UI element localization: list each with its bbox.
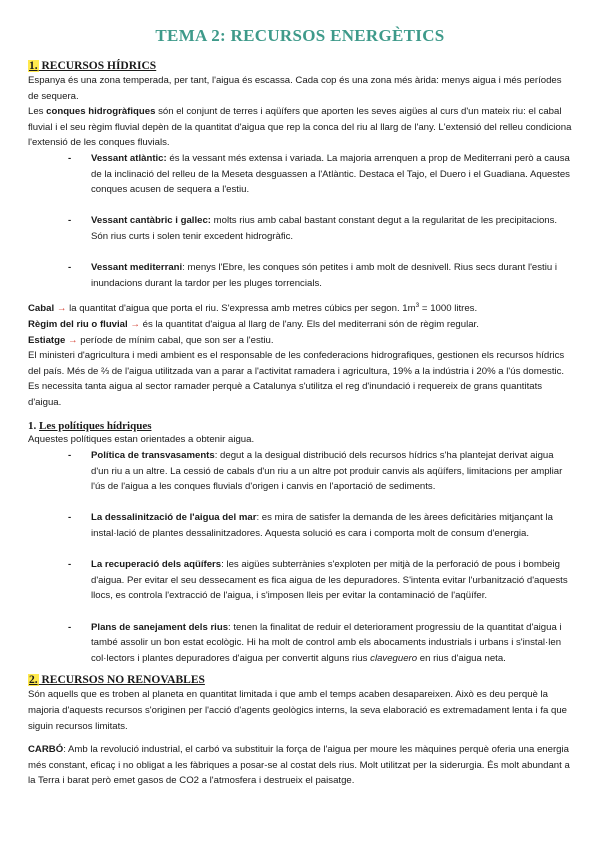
text-run: : Amb la revolució industrial, el carbó va substituir la força de l'aigua per moure les màquines perquè oferia una energia més constant, eficaç i no obligat a les fàbriques a posar-se al costat dels rius. Molt utilitzat per la siderurgia. És molt abundant a la Terra i barat però emet gasos de CO2 a l'atmosfera i destrueix el paisatge.	[28, 744, 570, 787]
vessants-list	[28, 151, 572, 291]
paragraph-intro: Espanya és una zona temperada, per tant, l'aigua és escassa. Cada cop és una zona més àrida: menys aigua i més períodes de sequera.	[28, 75, 562, 102]
text-run: : menys l'Ebre, les conques són petites i amb molt de desnivell. Rius secs durant l'estiu i inundacions durant la tardor per les pluges torrencials.	[91, 262, 557, 289]
text-run: molts rius amb cabal bastant constant degut a la regularitat de les precipitacions. Són rius curts i solen tenir excedent hidrogràfic.	[91, 215, 558, 242]
definition-regim	[28, 317, 572, 333]
arrow-icon: →	[130, 318, 140, 330]
page-title: TEMA 2: RECURSOS ENERGÈTICS	[155, 26, 445, 45]
section-number: 2.	[29, 674, 38, 687]
definition-cabal	[28, 301, 572, 317]
italic-term: claveguero	[370, 652, 418, 664]
subsection-heading-politiques	[28, 420, 572, 432]
term-estiatge: Estiatge	[28, 334, 66, 346]
term: Vessant mediterrani	[91, 262, 183, 274]
term: Vessant atlàntic:	[91, 152, 167, 164]
arrow-icon: →	[68, 334, 78, 346]
text-run: són el conjunt de terres i aqüífers que aporten les seves aigües al curs d'un mateix riu: el cabal fluvial i el seu règim fluvial depèn de la quantitat d'aigua que rep la conca del riu al llarg de l'any. L'extensió del relleu condiciona l'extensió de les conques fluvials.	[28, 106, 572, 149]
term-cabal: Cabal	[28, 303, 55, 315]
text-run: : tenen la finalitat de reduir el deteriorament progressiu de la quantitat d'aigua i també assolir un bon estat ecològic. Hi ha molt de control amb els abocaments industrials i urbans i s'instal·len col·lectors i plantes depuradores d'aigua per convertit alguns rius	[91, 621, 562, 664]
term-carbo: CARBÓ	[28, 744, 64, 756]
text-run: és la quantitat d'aigua al llarg de l'any. Els del mediterrani són de règim regular.	[139, 318, 479, 330]
section-heading-recursos-hidrics	[28, 60, 572, 72]
text-run: : es mira de satisfer la demanda de les àrees deficitàries mitjançant la instal·lació de plantes dessalinitzadores. Aquesta solució es cara i comporta molt de consum d'energia.	[91, 512, 553, 540]
politiques-list	[28, 448, 572, 666]
list-item-vessant-cantabric	[28, 213, 572, 244]
paragraph-no-renovables: Són aquells que es troben al planeta en quantitat limitada i que amb el temps acaben desapareixen. Això es deu perquè la majoria d'aquests recursos s'originen per l'acció d'agents geològics interns, la seva elaboració es extremadament lenta i fa que siguin recursos limitats.	[28, 689, 568, 732]
paragraph-ministeri: El ministeri d'agricultura i medi ambient es el responsable de les confederacions hidrografiques, gestionen els recursos hídrics del país. Més de ⅔ de l'aigua utilitzada van a parar a l'activitat ramadera i agricultura, 19% a la indústria i 20% a l'ús domestic. Es necessita tanta aigua al sector ramader perquè a Catalunya s'utilitza el reg d'inundació i requereix de grans quantitats d'aigua.	[28, 350, 565, 408]
definition-estiatge	[28, 333, 572, 349]
section-title: RECURSOS NO RENOVABLES	[41, 674, 205, 687]
list-item-transvasaments	[28, 448, 572, 495]
paragraph-conques	[28, 104, 572, 151]
subsection-title: Les polítiques hídriques	[39, 420, 152, 433]
subsection-number: 1.	[28, 420, 37, 433]
paragraph-politiques-intro: Aquestes polítiques estan orientades a obtenir aigua.	[28, 434, 255, 446]
paragraph-carbo	[28, 742, 572, 789]
term: La recuperació dels aqüífers	[91, 559, 222, 571]
text-run: : degut a la desigual distribució dels recursos hídrics s'ha plantejat derivat aigua d'un riu a un altre. La cessió de cabals d'un riu a un altre pot produir canvis als aqüífers, limitacions per ampliar l'ús de l'aigua a les conques fluvials d'origen i canvis en l'aportació de sediments.	[91, 450, 563, 493]
superscript: 3	[415, 302, 420, 310]
text-run: : les aigües subterrànies s'exploten per mitjà de la perforació de pous i bombeig d'aigua. Per evitar el seu dessecament es fica aigua de les depuradores. S'intenta evitar l'urbanització d'aquests llocs, es controla l'extracció de l'aigua, i s'imposen lleis per evitar la contaminació de l'aqüífer.	[91, 559, 568, 602]
list-item-vessant-mediterrani	[28, 260, 572, 291]
arrow-icon: →	[56, 303, 67, 315]
term: Vessant cantàbric i gallec:	[91, 215, 211, 227]
text-run: Les	[28, 106, 47, 118]
text-run: la quantitat d'aigua que porta el riu. S'expressa amb metres cúbics per segon. 1m	[66, 303, 416, 315]
section-number: 1.	[29, 60, 38, 72]
term: Plans de sanejament dels rius	[91, 621, 229, 633]
text-run: és la vessant més extensa i variada. La majoria arrenquen a prop de Mediterrani però a causa de la inclinació del relleu de la Meseta desguassen a l'Atlàntic. Destaca el Tajo, el Duero i el Guadiana. Aquestes conques acusen de sequera a l'estiu.	[91, 152, 570, 196]
list-item-vessant-atlantic	[28, 151, 572, 198]
term-regim: Règim del riu o fluvial	[28, 318, 128, 330]
list-item-dessalinitzacio	[28, 510, 572, 541]
text-run: = 1000 litres.	[419, 303, 478, 315]
text-run: període de mínim cabal, que son ser a l'estiu.	[77, 334, 274, 346]
list-item-aqueifers	[28, 557, 572, 604]
term: La dessalinització de l'aigua del mar	[91, 512, 257, 524]
term: Política de transvasaments	[91, 450, 215, 462]
text-run: en rius d'aigua neta.	[417, 652, 506, 664]
list-item-sanejament	[28, 620, 572, 667]
section-heading-no-renovables	[28, 674, 572, 686]
term-conques: conques hidrogràfiques	[46, 106, 156, 118]
section-title: RECURSOS HÍDRICS	[41, 60, 157, 72]
